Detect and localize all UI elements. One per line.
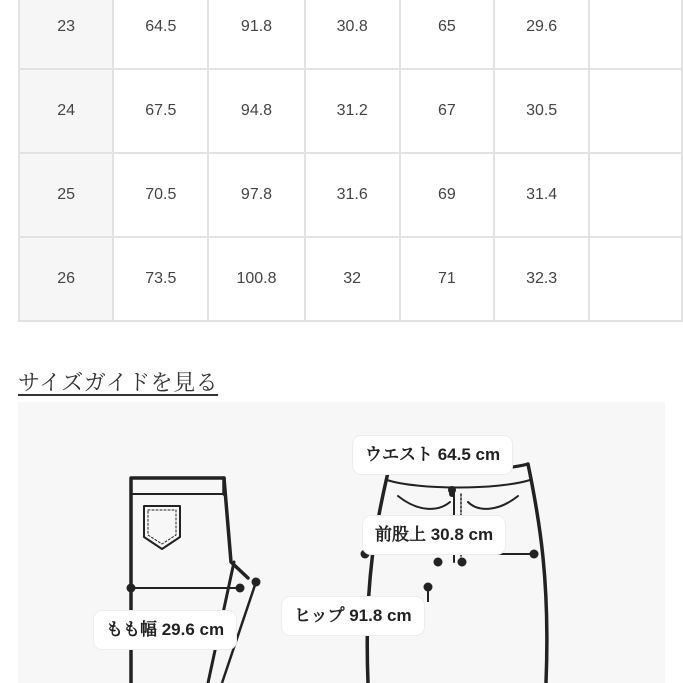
size-cell: 26	[19, 237, 113, 321]
size-table-container	[0, 0, 683, 332]
table-cell: 30.5	[494, 69, 589, 153]
table-cell: 67.5	[113, 69, 208, 153]
table-cell	[589, 0, 682, 69]
size-cell: 24	[19, 69, 113, 153]
table-row	[19, 153, 682, 237]
table-cell: 69	[400, 153, 494, 237]
table-cell: 32.3	[494, 237, 589, 321]
hip-measure-line	[424, 583, 433, 603]
size-cell: 25	[19, 153, 113, 237]
waist-label: ウエスト 64.5 cm	[353, 436, 512, 474]
size-guide-link[interactable]: サイズガイドを見る	[18, 370, 219, 395]
hip-label: ヒップ 91.8 cm	[282, 597, 424, 635]
table-cell: 94.8	[208, 69, 304, 153]
measurement-illustration	[18, 402, 665, 683]
table-row	[19, 69, 682, 153]
table-cell: 70.5	[113, 153, 208, 237]
thigh-label: もも幅 29.6 cm	[94, 611, 236, 649]
table-cell: 71	[400, 237, 494, 321]
table-cell: 31.4	[494, 153, 589, 237]
table-cell: 30.8	[305, 0, 400, 69]
table-cell: 73.5	[113, 237, 208, 321]
front-rise-label: 前股上 30.8 cm	[363, 516, 505, 554]
table-cell: 65	[400, 0, 494, 69]
table-cell: 64.5	[113, 0, 208, 69]
size-cell: 23	[19, 0, 113, 69]
table-cell	[589, 69, 682, 153]
table-row	[19, 237, 682, 321]
table-cell	[589, 237, 682, 321]
front-view-jeans-icon	[367, 464, 547, 683]
table-row	[19, 0, 682, 69]
table-cell: 100.8	[208, 237, 304, 321]
size-table	[18, 0, 683, 322]
table-cell: 97.8	[208, 153, 304, 237]
table-cell: 67	[400, 69, 494, 153]
table-cell: 31.6	[305, 153, 400, 237]
table-cell: 32	[305, 237, 400, 321]
table-cell: 29.6	[494, 0, 589, 69]
table-cell: 31.2	[305, 69, 400, 153]
back-view-jeans-icon	[131, 478, 248, 683]
waist-measure-line	[448, 486, 456, 494]
table-cell: 91.8	[208, 0, 304, 69]
table-cell	[589, 153, 682, 237]
